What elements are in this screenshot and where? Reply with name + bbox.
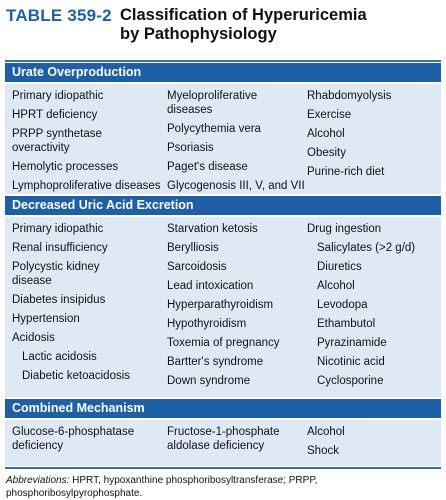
list-item: Diuretics <box>317 261 362 273</box>
list-item: Glucose-6-phosphatase deficiency <box>12 426 135 452</box>
list-item: Obesity <box>307 147 346 159</box>
list-item: Cyclosporine <box>317 375 384 387</box>
list-item: Polycythemia vera <box>167 123 261 135</box>
list-item: Lead intoxication <box>167 280 254 292</box>
list-item: Starvation ketosis <box>167 223 258 235</box>
list-item: Lactic acidosis <box>22 351 97 363</box>
list-item: Pyrazinamide <box>317 337 387 349</box>
table-caption <box>120 6 367 44</box>
list-item: Sarcoidosis <box>167 261 227 273</box>
section-heading-combined-mechanism: Combined Mechanism <box>5 399 441 418</box>
list-item: PRPP synthetase overactivity <box>12 128 102 154</box>
column-b <box>167 425 307 458</box>
list-item: Rhabdomyolysis <box>307 90 392 102</box>
footnote-label: Abbreviations: <box>6 475 70 486</box>
table-title <box>6 2 436 58</box>
list-item: Bartter's syndrome <box>167 356 264 368</box>
list-item: Psoriasis <box>167 142 214 154</box>
caption-line-1: Classification of Hyperuricemia <box>120 6 367 24</box>
column-a <box>12 222 162 388</box>
list-item: Renal insufficiency <box>12 242 108 254</box>
column-a <box>12 425 162 458</box>
list-item: Alcohol <box>307 128 345 140</box>
list-item: Down syndrome <box>167 375 251 387</box>
list-item: Primary idiopathic <box>12 90 104 102</box>
list-item: HPRT deficiency <box>12 109 98 121</box>
section-body-urate-overproduction <box>5 84 441 194</box>
list-item: Paget's disease <box>167 161 248 173</box>
section-body-decreased-excretion <box>5 217 441 397</box>
list-item: Exercise <box>307 109 352 121</box>
table-number: TABLE 359-2 <box>6 6 112 25</box>
list-item: Nicotinic acid <box>317 356 385 368</box>
list-item: Myeloproliferative diseases <box>167 90 258 116</box>
column-b <box>167 222 307 393</box>
list-item: Hypothyroidism <box>167 318 247 330</box>
abbreviations-footnote <box>6 474 442 500</box>
top-rule <box>5 60 441 62</box>
list-item: Primary idiopathic <box>12 223 104 235</box>
list-item: Hemolytic processes <box>12 161 119 173</box>
list-item: Ethambutol <box>317 318 376 330</box>
list-item: Toxemia of pregnancy <box>167 337 280 349</box>
list-item: Lymphoproliferative diseases <box>12 180 161 192</box>
column-c <box>307 425 439 463</box>
list-item: Levodopa <box>317 299 368 311</box>
list-item: Glycogenosis III, V, and VII <box>167 180 305 192</box>
list-item: Fructose-1-phosphate aldolase deficiency <box>167 426 280 452</box>
column-c <box>307 222 439 393</box>
section-heading-decreased-excretion: Decreased Uric Acid Excretion <box>5 196 441 215</box>
section-heading-urate-overproduction: Urate Overproduction <box>5 63 441 82</box>
column-c <box>307 89 439 184</box>
list-item: Alcohol <box>307 426 345 438</box>
caption-line-2: by Pathophysiology <box>120 25 277 43</box>
column-a <box>12 89 162 198</box>
section-body-combined-mechanism <box>5 420 441 466</box>
list-item: Diabetes insipidus <box>12 294 106 306</box>
list-item: Shock <box>307 445 339 457</box>
column-b <box>167 89 307 198</box>
list-item: Diabetic ketoacidosis <box>22 370 131 382</box>
list-item: Salicylates (>2 g/d) <box>317 242 416 254</box>
bottom-rule <box>5 467 441 469</box>
list-item: Acidosis <box>12 332 55 344</box>
list-item: Polycystic kidney disease <box>12 261 100 287</box>
list-item: Drug ingestion <box>307 223 382 235</box>
footnote-text: HPRT, hypoxanthine phosphoribosyltransferase; PRPP, phosphoribosylpyrophosphate. <box>6 475 318 499</box>
list-item: Hyperparathyroidism <box>167 299 274 311</box>
list-item: Hypertension <box>12 313 80 325</box>
list-item: Alcohol <box>317 280 355 292</box>
list-item: Purine-rich diet <box>307 166 385 178</box>
list-item: Berylliosis <box>167 242 219 254</box>
